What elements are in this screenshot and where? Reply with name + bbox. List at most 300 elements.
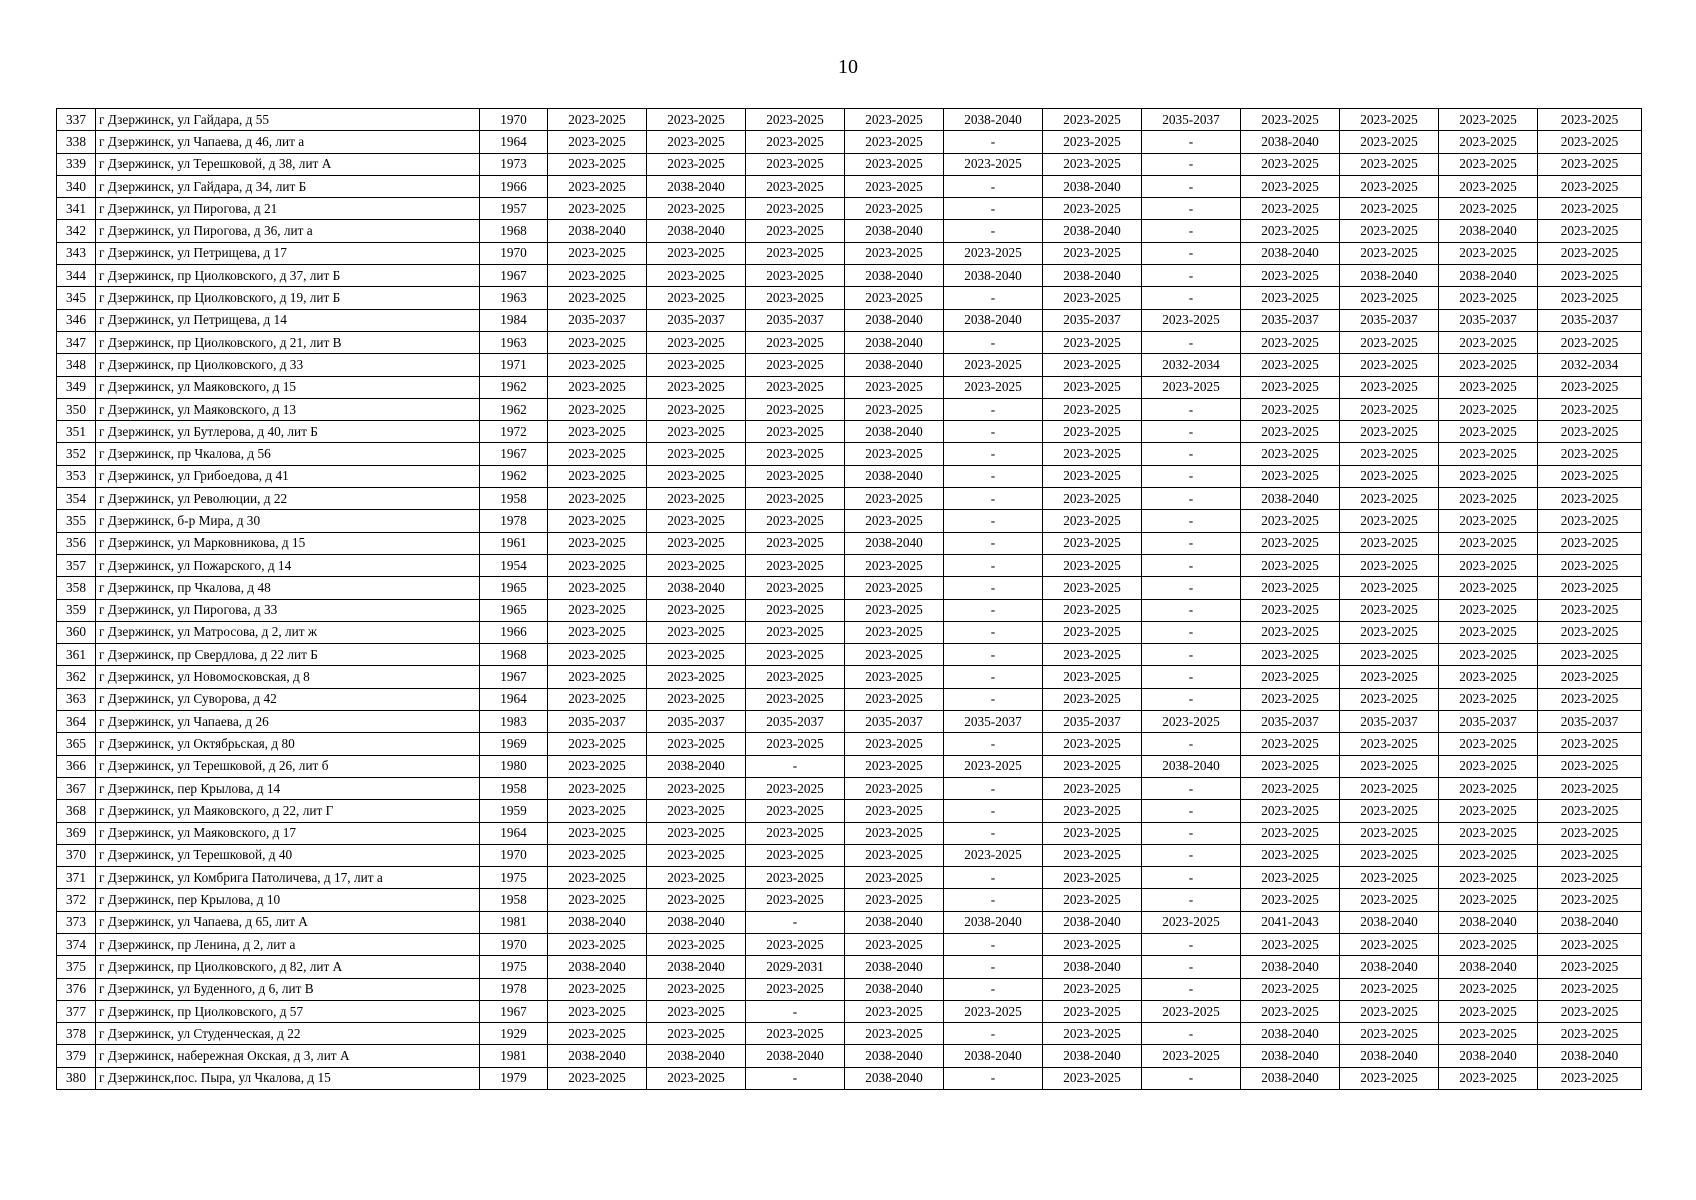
build-year-cell: 1968: [480, 220, 548, 242]
work-period-cell: 2023-2025: [1439, 376, 1538, 398]
work-period-cell: 2023-2025: [1340, 131, 1439, 153]
work-period-cell: 2023-2025: [1340, 532, 1439, 554]
work-period-cell: 2023-2025: [1043, 599, 1142, 621]
work-period-cell: 2038-2040: [845, 1067, 944, 1089]
work-period-cell: 2035-2037: [1439, 309, 1538, 331]
work-period-cell: 2035-2037: [1241, 711, 1340, 733]
work-period-cell: 2035-2037: [1241, 309, 1340, 331]
work-period-cell: 2023-2025: [548, 867, 647, 889]
work-period-cell: 2023-2025: [1538, 510, 1642, 532]
build-year-cell: 1967: [480, 443, 548, 465]
address-cell: г Дзержинск, ул Гайдара, д 55: [96, 109, 480, 131]
work-period-cell: 2023-2025: [548, 978, 647, 1000]
work-period-cell: 2023-2025: [647, 933, 746, 955]
work-period-cell: 2035-2037: [647, 309, 746, 331]
work-period-cell: 2023-2025: [1241, 978, 1340, 1000]
table-row: [57, 1067, 1642, 1089]
address-cell: г Дзержинск, пр Циолковского, д 33: [96, 354, 480, 376]
work-period-cell: 2023-2025: [1439, 644, 1538, 666]
work-period-cell: 2023-2025: [746, 978, 845, 1000]
work-period-cell: 2023-2025: [548, 889, 647, 911]
work-period-cell: 2023-2025: [647, 198, 746, 220]
table-row: [57, 889, 1642, 911]
work-period-cell: 2023-2025: [845, 443, 944, 465]
work-period-cell: 2023-2025: [1439, 889, 1538, 911]
work-period-cell: 2023-2025: [1043, 532, 1142, 554]
work-period-cell: 2023-2025: [1241, 577, 1340, 599]
work-period-cell: 2038-2040: [1241, 242, 1340, 264]
table-row: [57, 644, 1642, 666]
work-period-cell: 2023-2025: [746, 733, 845, 755]
work-period-cell: 2023-2025: [647, 1000, 746, 1022]
work-period-cell: 2038-2040: [944, 109, 1043, 131]
table-row: [57, 488, 1642, 510]
work-period-cell: 2023-2025: [1538, 287, 1642, 309]
work-period-cell: 2023-2025: [1340, 331, 1439, 353]
work-period-cell: 2023-2025: [845, 131, 944, 153]
address-cell: г Дзержинск, ул Пожарского, д 14: [96, 554, 480, 576]
work-period-cell: 2023-2025: [1538, 599, 1642, 621]
work-period-cell: 2038-2040: [1439, 220, 1538, 242]
address-cell: г Дзержинск, пр Циолковского, д 21, лит В: [96, 331, 480, 353]
work-period-cell: 2023-2025: [1340, 376, 1439, 398]
work-period-cell: 2023-2025: [1538, 978, 1642, 1000]
work-period-cell: 2038-2040: [944, 911, 1043, 933]
address-cell: г Дзержинск, пр Циолковского, д 57: [96, 1000, 480, 1022]
work-period-cell: 2035-2037: [1142, 109, 1241, 131]
row-number-cell: 341: [57, 198, 96, 220]
work-period-cell: 2023-2025: [944, 755, 1043, 777]
work-period-cell: 2032-2034: [1538, 354, 1642, 376]
work-period-cell: 2038-2040: [647, 1045, 746, 1067]
work-period-cell: 2023-2025: [845, 554, 944, 576]
table-row: [57, 265, 1642, 287]
work-period-cell: 2023-2025: [746, 175, 845, 197]
row-number-cell: 361: [57, 644, 96, 666]
build-year-cell: 1975: [480, 867, 548, 889]
work-period-cell: -: [944, 822, 1043, 844]
work-period-cell: 2023-2025: [1241, 621, 1340, 643]
row-number-cell: 351: [57, 421, 96, 443]
work-period-cell: 2038-2040: [647, 911, 746, 933]
work-period-cell: 2023-2025: [1538, 554, 1642, 576]
address-cell: г Дзержинск, пр Циолковского, д 19, лит Б: [96, 287, 480, 309]
work-period-cell: 2023-2025: [1340, 465, 1439, 487]
table-row: [57, 510, 1642, 532]
work-period-cell: 2023-2025: [1241, 733, 1340, 755]
build-year-cell: 1972: [480, 421, 548, 443]
work-period-cell: 2023-2025: [1241, 265, 1340, 287]
table-row: [57, 131, 1642, 153]
work-period-cell: 2023-2025: [1241, 666, 1340, 688]
row-number-cell: 354: [57, 488, 96, 510]
address-cell: г Дзержинск, пр Свердлова, д 22 лит Б: [96, 644, 480, 666]
row-number-cell: 373: [57, 911, 96, 933]
table-row: [57, 666, 1642, 688]
work-period-cell: 2023-2025: [1043, 354, 1142, 376]
work-period-cell: 2023-2025: [548, 131, 647, 153]
work-period-cell: 2023-2025: [1043, 1067, 1142, 1089]
address-cell: г Дзержинск, ул Бутлерова, д 40, лит Б: [96, 421, 480, 443]
work-period-cell: 2023-2025: [746, 242, 845, 264]
work-period-cell: 2038-2040: [647, 577, 746, 599]
work-period-cell: 2023-2025: [1439, 666, 1538, 688]
work-period-cell: 2023-2025: [1439, 800, 1538, 822]
work-period-cell: 2023-2025: [1142, 711, 1241, 733]
work-period-cell: -: [1142, 867, 1241, 889]
work-period-cell: 2023-2025: [1340, 443, 1439, 465]
work-period-cell: -: [1142, 844, 1241, 866]
work-period-cell: 2023-2025: [1043, 398, 1142, 420]
work-period-cell: 2023-2025: [1538, 153, 1642, 175]
work-period-cell: 2023-2025: [1043, 933, 1142, 955]
repair-schedule-table: [56, 108, 1642, 1090]
row-number-cell: 375: [57, 956, 96, 978]
work-period-cell: 2023-2025: [1142, 309, 1241, 331]
work-period-cell: 2023-2025: [746, 198, 845, 220]
build-year-cell: 1978: [480, 510, 548, 532]
work-period-cell: 2023-2025: [1538, 532, 1642, 554]
build-year-cell: 1973: [480, 153, 548, 175]
work-period-cell: 2023-2025: [1043, 822, 1142, 844]
work-period-cell: 2023-2025: [845, 867, 944, 889]
address-cell: г Дзержинск, ул Гайдара, д 34, лит Б: [96, 175, 480, 197]
work-period-cell: 2023-2025: [1538, 867, 1642, 889]
address-cell: г Дзержинск, пер Крылова, д 10: [96, 889, 480, 911]
build-year-cell: 1968: [480, 644, 548, 666]
work-period-cell: 2023-2025: [548, 800, 647, 822]
row-number-cell: 369: [57, 822, 96, 844]
work-period-cell: -: [1142, 666, 1241, 688]
work-period-cell: 2023-2025: [548, 688, 647, 710]
work-period-cell: -: [944, 465, 1043, 487]
work-period-cell: 2023-2025: [1439, 1023, 1538, 1045]
work-period-cell: 2038-2040: [1241, 1023, 1340, 1045]
work-period-cell: 2023-2025: [746, 889, 845, 911]
address-cell: г Дзержинск, ул Пирогова, д 36, лит а: [96, 220, 480, 242]
work-period-cell: -: [944, 532, 1043, 554]
table-row: [57, 755, 1642, 777]
address-cell: г Дзержинск, ул Маяковского, д 13: [96, 398, 480, 420]
build-year-cell: 1963: [480, 287, 548, 309]
work-period-cell: 2038-2040: [1538, 911, 1642, 933]
work-period-cell: -: [1142, 1023, 1241, 1045]
work-period-cell: 2023-2025: [1043, 443, 1142, 465]
table-row: [57, 822, 1642, 844]
work-period-cell: -: [1142, 733, 1241, 755]
table-row: [57, 109, 1642, 131]
work-period-cell: 2023-2025: [1043, 131, 1142, 153]
address-cell: г Дзержинск, ул Новомосковская, д 8: [96, 666, 480, 688]
work-period-cell: 2023-2025: [1538, 109, 1642, 131]
work-period-cell: 2023-2025: [1043, 867, 1142, 889]
work-period-cell: 2023-2025: [1340, 1067, 1439, 1089]
work-period-cell: 2023-2025: [746, 510, 845, 532]
build-year-cell: 1975: [480, 956, 548, 978]
work-period-cell: 2023-2025: [1043, 844, 1142, 866]
work-period-cell: 2035-2037: [746, 309, 845, 331]
work-period-cell: 2038-2040: [1340, 911, 1439, 933]
work-period-cell: 2023-2025: [845, 376, 944, 398]
table-row: [57, 933, 1642, 955]
address-cell: г Дзержинск, ул Маяковского, д 15: [96, 376, 480, 398]
work-period-cell: 2023-2025: [746, 644, 845, 666]
work-period-cell: 2023-2025: [647, 465, 746, 487]
work-period-cell: 2023-2025: [1043, 688, 1142, 710]
work-period-cell: 2023-2025: [944, 354, 1043, 376]
work-period-cell: 2023-2025: [548, 1000, 647, 1022]
build-year-cell: 1980: [480, 755, 548, 777]
work-period-cell: 2023-2025: [548, 421, 647, 443]
row-number-cell: 353: [57, 465, 96, 487]
work-period-cell: 2023-2025: [1241, 688, 1340, 710]
work-period-cell: 2038-2040: [845, 465, 944, 487]
work-period-cell: 2023-2025: [746, 287, 845, 309]
row-number-cell: 368: [57, 800, 96, 822]
work-period-cell: 2023-2025: [944, 242, 1043, 264]
work-period-cell: -: [1142, 220, 1241, 242]
work-period-cell: 2023-2025: [548, 354, 647, 376]
work-period-cell: 2023-2025: [845, 577, 944, 599]
work-period-cell: 2023-2025: [647, 666, 746, 688]
work-period-cell: 2023-2025: [1340, 488, 1439, 510]
work-period-cell: 2023-2025: [1043, 733, 1142, 755]
address-cell: г Дзержинск, ул Терешковой, д 38, лит А: [96, 153, 480, 175]
row-number-cell: 364: [57, 711, 96, 733]
work-period-cell: 2023-2025: [1241, 398, 1340, 420]
work-period-cell: 2023-2025: [1538, 1023, 1642, 1045]
work-period-cell: 2023-2025: [548, 465, 647, 487]
build-year-cell: 1954: [480, 554, 548, 576]
work-period-cell: 2023-2025: [548, 599, 647, 621]
work-period-cell: -: [1142, 822, 1241, 844]
work-period-cell: 2023-2025: [1340, 599, 1439, 621]
work-period-cell: 2023-2025: [647, 153, 746, 175]
work-period-cell: 2023-2025: [746, 488, 845, 510]
work-period-cell: 2023-2025: [647, 867, 746, 889]
work-period-cell: 2023-2025: [1043, 465, 1142, 487]
build-year-cell: 1964: [480, 131, 548, 153]
work-period-cell: 2023-2025: [944, 153, 1043, 175]
work-period-cell: -: [944, 956, 1043, 978]
work-period-cell: 2023-2025: [647, 1067, 746, 1089]
build-year-cell: 1964: [480, 688, 548, 710]
work-period-cell: -: [1142, 933, 1241, 955]
work-period-cell: 2023-2025: [1340, 800, 1439, 822]
address-cell: г Дзержинск, ул Октябрьская, д 80: [96, 733, 480, 755]
build-year-cell: 1979: [480, 1067, 548, 1089]
work-period-cell: -: [944, 577, 1043, 599]
build-year-cell: 1958: [480, 889, 548, 911]
work-period-cell: 2023-2025: [1439, 599, 1538, 621]
work-period-cell: 2023-2025: [746, 933, 845, 955]
row-number-cell: 356: [57, 532, 96, 554]
work-period-cell: 2023-2025: [1538, 220, 1642, 242]
work-period-cell: 2023-2025: [845, 755, 944, 777]
work-period-cell: 2023-2025: [1340, 510, 1439, 532]
address-cell: г Дзержинск, ул Чапаева, д 26: [96, 711, 480, 733]
work-period-cell: 2023-2025: [1241, 198, 1340, 220]
work-period-cell: 2023-2025: [548, 933, 647, 955]
address-cell: г Дзержинск, ул Пирогова, д 33: [96, 599, 480, 621]
work-period-cell: -: [944, 800, 1043, 822]
work-period-cell: 2023-2025: [1538, 577, 1642, 599]
work-period-cell: 2023-2025: [1538, 331, 1642, 353]
build-year-cell: 1959: [480, 800, 548, 822]
build-year-cell: 1981: [480, 1045, 548, 1067]
row-number-cell: 362: [57, 666, 96, 688]
work-period-cell: 2038-2040: [548, 1045, 647, 1067]
work-period-cell: 2023-2025: [746, 621, 845, 643]
work-period-cell: 2023-2025: [548, 621, 647, 643]
work-period-cell: 2023-2025: [647, 621, 746, 643]
work-period-cell: -: [944, 666, 1043, 688]
table-row: [57, 153, 1642, 175]
work-period-cell: 2023-2025: [647, 398, 746, 420]
work-period-cell: 2023-2025: [746, 109, 845, 131]
work-period-cell: 2023-2025: [1538, 242, 1642, 264]
build-year-cell: 1967: [480, 666, 548, 688]
work-period-cell: 2023-2025: [647, 131, 746, 153]
work-period-cell: 2023-2025: [1340, 933, 1439, 955]
address-cell: г Дзержинск, пр Чкалова, д 56: [96, 443, 480, 465]
work-period-cell: 2023-2025: [845, 644, 944, 666]
work-period-cell: 2023-2025: [1043, 554, 1142, 576]
work-period-cell: 2023-2025: [647, 599, 746, 621]
work-period-cell: 2023-2025: [1043, 376, 1142, 398]
work-period-cell: 2023-2025: [746, 354, 845, 376]
work-period-cell: 2023-2025: [1538, 443, 1642, 465]
work-period-cell: -: [1142, 421, 1241, 443]
address-cell: г Дзержинск, пр Чкалова, д 48: [96, 577, 480, 599]
work-period-cell: 2023-2025: [1538, 777, 1642, 799]
work-period-cell: 2023-2025: [1439, 354, 1538, 376]
table-row: [57, 978, 1642, 1000]
work-period-cell: 2023-2025: [1043, 510, 1142, 532]
work-period-cell: 2023-2025: [1340, 554, 1439, 576]
work-period-cell: -: [1142, 331, 1241, 353]
work-period-cell: -: [944, 220, 1043, 242]
table-row: [57, 599, 1642, 621]
work-period-cell: -: [1142, 956, 1241, 978]
work-period-cell: 2023-2025: [548, 577, 647, 599]
page-number: 10: [838, 56, 858, 78]
work-period-cell: 2023-2025: [845, 933, 944, 955]
table-row: [57, 421, 1642, 443]
work-period-cell: 2023-2025: [1538, 175, 1642, 197]
work-period-cell: 2023-2025: [1241, 421, 1340, 443]
row-number-cell: 352: [57, 443, 96, 465]
work-period-cell: 2023-2025: [548, 198, 647, 220]
row-number-cell: 340: [57, 175, 96, 197]
work-period-cell: 2023-2025: [1043, 777, 1142, 799]
build-year-cell: 1970: [480, 933, 548, 955]
work-period-cell: 2023-2025: [1340, 354, 1439, 376]
work-period-cell: 2038-2040: [548, 220, 647, 242]
work-period-cell: 2035-2037: [1538, 711, 1642, 733]
work-period-cell: 2023-2025: [1241, 844, 1340, 866]
table-row: [57, 532, 1642, 554]
work-period-cell: 2023-2025: [1439, 398, 1538, 420]
row-number-cell: 337: [57, 109, 96, 131]
work-period-cell: 2023-2025: [1340, 889, 1439, 911]
work-period-cell: 2023-2025: [746, 265, 845, 287]
work-period-cell: 2023-2025: [1538, 465, 1642, 487]
row-number-cell: 344: [57, 265, 96, 287]
work-period-cell: 2035-2037: [548, 309, 647, 331]
table-row: [57, 867, 1642, 889]
build-year-cell: 1958: [480, 777, 548, 799]
build-year-cell: 1967: [480, 1000, 548, 1022]
work-period-cell: 2038-2040: [1439, 265, 1538, 287]
work-period-cell: 2023-2025: [548, 644, 647, 666]
work-period-cell: 2023-2025: [746, 376, 845, 398]
work-period-cell: 2023-2025: [647, 532, 746, 554]
build-year-cell: 1962: [480, 465, 548, 487]
row-number-cell: 366: [57, 755, 96, 777]
work-period-cell: 2023-2025: [1241, 644, 1340, 666]
work-period-cell: 2023-2025: [1340, 978, 1439, 1000]
build-year-cell: 1965: [480, 599, 548, 621]
table-row: [57, 331, 1642, 353]
address-cell: г Дзержинск, ул Чапаева, д 46, лит а: [96, 131, 480, 153]
work-period-cell: 2023-2025: [845, 733, 944, 755]
work-period-cell: 2023-2025: [1043, 287, 1142, 309]
work-period-cell: 2023-2025: [944, 844, 1043, 866]
work-period-cell: 2023-2025: [1538, 1067, 1642, 1089]
work-period-cell: 2023-2025: [647, 1023, 746, 1045]
work-period-cell: 2038-2040: [944, 265, 1043, 287]
row-number-cell: 378: [57, 1023, 96, 1045]
table-row: [57, 242, 1642, 264]
work-period-cell: 2023-2025: [647, 109, 746, 131]
work-period-cell: 2023-2025: [1439, 577, 1538, 599]
row-number-cell: 371: [57, 867, 96, 889]
work-period-cell: 2023-2025: [1340, 421, 1439, 443]
row-number-cell: 339: [57, 153, 96, 175]
work-period-cell: 2023-2025: [845, 198, 944, 220]
table-row: [57, 777, 1642, 799]
work-period-cell: 2023-2025: [1043, 198, 1142, 220]
work-period-cell: -: [944, 933, 1043, 955]
row-number-cell: 372: [57, 889, 96, 911]
address-cell: г Дзержинск, пр Циолковского, д 37, лит Б: [96, 265, 480, 287]
work-period-cell: -: [1142, 889, 1241, 911]
build-year-cell: 1962: [480, 376, 548, 398]
work-period-cell: 2023-2025: [1538, 933, 1642, 955]
work-period-cell: -: [944, 554, 1043, 576]
work-period-cell: 2023-2025: [1142, 911, 1241, 933]
build-year-cell: 1929: [480, 1023, 548, 1045]
work-period-cell: 2023-2025: [1340, 755, 1439, 777]
work-period-cell: 2035-2037: [1043, 711, 1142, 733]
work-period-cell: 2023-2025: [1538, 265, 1642, 287]
work-period-cell: 2038-2040: [1241, 488, 1340, 510]
work-period-cell: -: [1142, 532, 1241, 554]
work-period-cell: 2023-2025: [1340, 398, 1439, 420]
work-period-cell: 2023-2025: [647, 421, 746, 443]
work-period-cell: 2023-2025: [1439, 109, 1538, 131]
work-period-cell: 2023-2025: [1340, 153, 1439, 175]
work-period-cell: 2023-2025: [1538, 688, 1642, 710]
table-row: [57, 443, 1642, 465]
work-period-cell: 2023-2025: [1439, 175, 1538, 197]
work-period-cell: 2023-2025: [746, 331, 845, 353]
work-period-cell: -: [1142, 577, 1241, 599]
address-cell: г Дзержинск, б-р Мира, д 30: [96, 510, 480, 532]
row-number-cell: 357: [57, 554, 96, 576]
work-period-cell: 2038-2040: [845, 956, 944, 978]
